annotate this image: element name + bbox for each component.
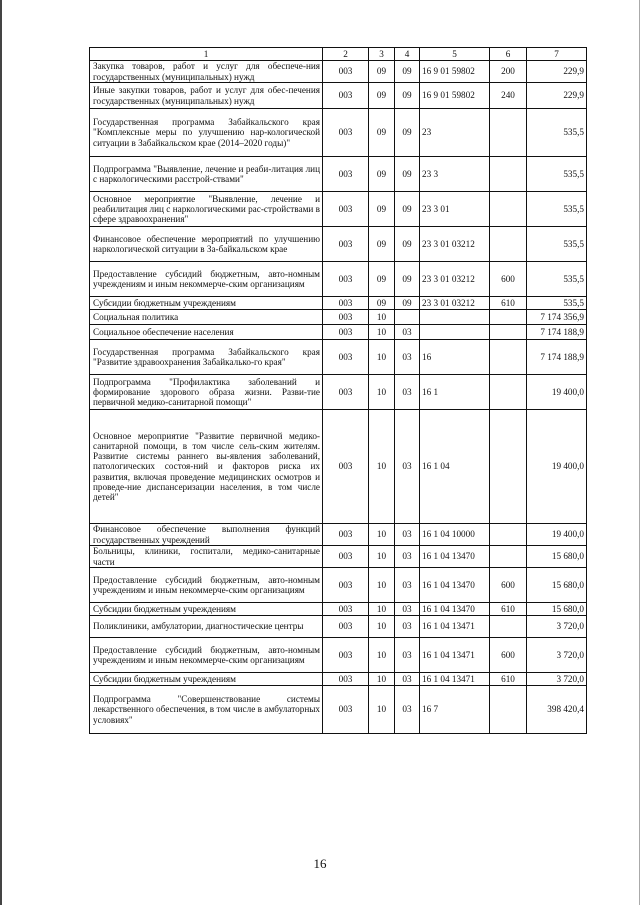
expense-type [490, 325, 527, 340]
target-article [420, 310, 490, 325]
section-code: 09 [369, 227, 395, 262]
header-cell: 6 [490, 48, 527, 61]
subsection-code: 09 [395, 83, 420, 109]
chapter-code: 003 [323, 673, 369, 686]
header-cell: 2 [323, 48, 369, 61]
subsection-code: 09 [395, 227, 420, 262]
section-code: 09 [369, 192, 395, 227]
chapter-code: 003 [323, 83, 369, 109]
amount: 229,9 [527, 83, 587, 109]
chapter-code: 003 [323, 686, 369, 734]
row-name: Основное мероприятие "Развитие первичной медико-санитарной помощи, в том числе сель-ским жителям. Развитие системы раннего вы-явления заболеваний, патологических состоя-ний и факторов риска их развития, включая проведение медицинских осмотров и проведе-ние диспансеризации населения, в том числе детей" [90, 410, 323, 524]
subsection-code: 03 [395, 546, 420, 568]
expense-type [490, 227, 527, 262]
table-row [90, 297, 587, 310]
expense-type [490, 546, 527, 568]
section-code: 10 [369, 686, 395, 734]
chapter-code: 003 [323, 546, 369, 568]
chapter-code: 003 [323, 524, 369, 546]
expense-type: 600 [490, 638, 527, 673]
header-cell: 5 [420, 48, 490, 61]
header-cell: 4 [395, 48, 420, 61]
section-code: 10 [369, 546, 395, 568]
expense-type: 610 [490, 603, 527, 616]
chapter-code: 003 [323, 340, 369, 375]
row-name: Предоставление субсидий бюджетным, авто-номным учреждениям и иным некоммерче-ским организациям [90, 638, 323, 673]
subsection-code: 09 [395, 61, 420, 83]
expense-type: 200 [490, 61, 527, 83]
target-article: 16 [420, 340, 490, 375]
target-article: 23 3 [420, 157, 490, 192]
subsection-code: 03 [395, 325, 420, 340]
subsection-code: 03 [395, 524, 420, 546]
subsection-code: 03 [395, 568, 420, 603]
table-row [90, 673, 587, 686]
expense-type [490, 192, 527, 227]
scan-edge-left [0, 0, 2, 905]
target-article: 16 1 04 13471 [420, 638, 490, 673]
header-cell: 3 [369, 48, 395, 61]
table-row [90, 192, 587, 227]
amount: 3 720,0 [527, 673, 587, 686]
table-row [90, 524, 587, 546]
target-article: 16 1 04 13471 [420, 673, 490, 686]
header-cell: 7 [527, 48, 587, 61]
section-code: 10 [369, 673, 395, 686]
table-row [90, 410, 587, 524]
subsection-code: 03 [395, 673, 420, 686]
row-name: Иные закупки товаров, работ и услуг для обес-печения государственных (муниципальных) нужд [90, 83, 323, 109]
section-code: 09 [369, 262, 395, 297]
subsection-code: 09 [395, 262, 420, 297]
target-article: 16 1 [420, 375, 490, 410]
table-row [90, 616, 587, 638]
row-name: Финансовое обеспечение мероприятий по улучшению наркологической ситуации в За-байкальском крае [90, 227, 323, 262]
row-name: Подпрограмма "Профилактика заболеваний и формирование здорового образа жизни. Разви-тие первичной медико-санитарной помощи" [90, 375, 323, 410]
chapter-code: 003 [323, 192, 369, 227]
section-code: 10 [369, 638, 395, 673]
amount: 229,9 [527, 61, 587, 83]
section-code: 09 [369, 83, 395, 109]
section-code: 09 [369, 109, 395, 157]
table-row [90, 686, 587, 734]
amount: 7 174 188,9 [527, 340, 587, 375]
section-code: 10 [369, 340, 395, 375]
target-article: 16 1 04 13471 [420, 616, 490, 638]
table-row [90, 157, 587, 192]
chapter-code: 003 [323, 325, 369, 340]
chapter-code: 003 [323, 297, 369, 310]
table-row [90, 568, 587, 603]
section-code: 10 [369, 325, 395, 340]
row-name: Подпрограмма "Выявление, лечение и реаби-литация лиц с наркологическими расстрой-ствами" [90, 157, 323, 192]
expense-type [490, 340, 527, 375]
budget-table [89, 47, 587, 734]
target-article: 16 1 04 13470 [420, 568, 490, 603]
row-name: Основное мероприятие "Выявление, лечение и реабилитация лиц с наркологическими рас-стройствами в сфере здравоохранения" [90, 192, 323, 227]
expense-type: 600 [490, 262, 527, 297]
row-name: Государственная программа Забайкальского края "Комплексные меры по улучшению нар-кологической ситуации в Забайкальском крае (2014–2020 годы)" [90, 109, 323, 157]
chapter-code: 003 [323, 410, 369, 524]
expense-type: 240 [490, 83, 527, 109]
table-row [90, 227, 587, 262]
table-row [90, 325, 587, 340]
amount: 535,5 [527, 297, 587, 310]
row-name: Подпрограмма "Совершенствование системы лекарственного обеспечения, в том числе в амбулаторных условиях" [90, 686, 323, 734]
expense-type: 610 [490, 297, 527, 310]
chapter-code: 003 [323, 568, 369, 603]
chapter-code: 003 [323, 157, 369, 192]
table-row [90, 375, 587, 410]
amount: 535,5 [527, 157, 587, 192]
amount: 19 400,0 [527, 375, 587, 410]
table-row [90, 340, 587, 375]
row-name: Субсидии бюджетным учреждениям [90, 297, 323, 310]
amount: 535,5 [527, 109, 587, 157]
row-name: Предоставление субсидий бюджетным, авто-номным учреждениям и иным некоммерче-ским организациям [90, 568, 323, 603]
section-code: 10 [369, 568, 395, 603]
chapter-code: 003 [323, 109, 369, 157]
amount: 535,5 [527, 262, 587, 297]
expense-type [490, 109, 527, 157]
row-name: Предоставление субсидий бюджетным, авто-номным учреждениям и иным некоммерче-ским организациям [90, 262, 323, 297]
section-code: 09 [369, 297, 395, 310]
target-article: 16 9 01 59802 [420, 83, 490, 109]
amount: 19 400,0 [527, 524, 587, 546]
section-code: 10 [369, 616, 395, 638]
target-article: 23 3 01 [420, 192, 490, 227]
target-article: 16 1 04 13470 [420, 546, 490, 568]
expense-type [490, 686, 527, 734]
row-name: Поликлиники, амбулатории, диагностические центры [90, 616, 323, 638]
expense-type [490, 375, 527, 410]
expense-type [490, 310, 527, 325]
expense-type: 600 [490, 568, 527, 603]
table-row [90, 83, 587, 109]
subsection-code: 03 [395, 638, 420, 673]
target-article: 16 1 04 [420, 410, 490, 524]
subsection-code: 03 [395, 375, 420, 410]
chapter-code: 003 [323, 603, 369, 616]
target-article: 16 1 04 10000 [420, 524, 490, 546]
section-code: 10 [369, 524, 395, 546]
row-name: Закупка товаров, работ и услуг для обеспече-ния государственных (муниципальных) нужд [90, 61, 323, 83]
target-article: 16 1 04 13470 [420, 603, 490, 616]
header-cell: 1 [90, 48, 323, 61]
row-name: Больницы, клиники, госпитали, медико-санитарные части [90, 546, 323, 568]
expense-type [490, 616, 527, 638]
subsection-code: 03 [395, 410, 420, 524]
subsection-code: 03 [395, 686, 420, 734]
amount: 3 720,0 [527, 638, 587, 673]
chapter-code: 003 [323, 375, 369, 410]
amount: 15 680,0 [527, 546, 587, 568]
chapter-code: 003 [323, 616, 369, 638]
row-name: Государственная программа Забайкальского края "Развитие здравоохранения Забайкалько-го края" [90, 340, 323, 375]
target-article: 23 3 01 03212 [420, 227, 490, 262]
table-row [90, 109, 587, 157]
expense-type [490, 524, 527, 546]
amount: 398 420,4 [527, 686, 587, 734]
amount: 15 680,0 [527, 603, 587, 616]
chapter-code: 003 [323, 61, 369, 83]
expense-type [490, 157, 527, 192]
budget-table-body [90, 48, 587, 734]
amount: 535,5 [527, 227, 587, 262]
section-code: 10 [369, 410, 395, 524]
table-row [90, 61, 587, 83]
row-name: Социальная политика [90, 310, 323, 325]
target-article: 16 7 [420, 686, 490, 734]
section-code: 10 [369, 375, 395, 410]
target-article: 16 9 01 59802 [420, 61, 490, 83]
row-name: Социальное обеспечение населения [90, 325, 323, 340]
table-row [90, 546, 587, 568]
section-code: 10 [369, 310, 395, 325]
amount: 7 174 356,9 [527, 310, 587, 325]
page-number: 16 [313, 856, 327, 871]
subsection-code [395, 310, 420, 325]
subsection-code: 03 [395, 616, 420, 638]
subsection-code: 09 [395, 157, 420, 192]
target-article: 23 [420, 109, 490, 157]
target-article: 23 3 01 03212 [420, 262, 490, 297]
expense-type: 610 [490, 673, 527, 686]
table-row [90, 638, 587, 673]
section-code: 09 [369, 157, 395, 192]
subsection-code: 03 [395, 603, 420, 616]
table-row [90, 310, 587, 325]
row-name: Финансовое обеспечение выполнения функций государственных учреждений [90, 524, 323, 546]
chapter-code: 003 [323, 262, 369, 297]
subsection-code: 09 [395, 109, 420, 157]
expense-type [490, 410, 527, 524]
target-article: 23 3 01 03212 [420, 297, 490, 310]
chapter-code: 003 [323, 638, 369, 673]
table-row [90, 262, 587, 297]
amount: 535,5 [527, 192, 587, 227]
table-header-row [90, 48, 587, 61]
subsection-code: 09 [395, 297, 420, 310]
amount: 15 680,0 [527, 568, 587, 603]
chapter-code: 003 [323, 310, 369, 325]
amount: 7 174 188,9 [527, 325, 587, 340]
table-row [90, 603, 587, 616]
target-article [420, 325, 490, 340]
row-name: Субсидии бюджетным учреждениям [90, 603, 323, 616]
amount: 3 720,0 [527, 616, 587, 638]
section-code: 10 [369, 603, 395, 616]
subsection-code: 09 [395, 192, 420, 227]
section-code: 09 [369, 61, 395, 83]
chapter-code: 003 [323, 227, 369, 262]
row-name: Субсидии бюджетным учреждениям [90, 673, 323, 686]
subsection-code: 03 [395, 340, 420, 375]
amount: 19 400,0 [527, 410, 587, 524]
